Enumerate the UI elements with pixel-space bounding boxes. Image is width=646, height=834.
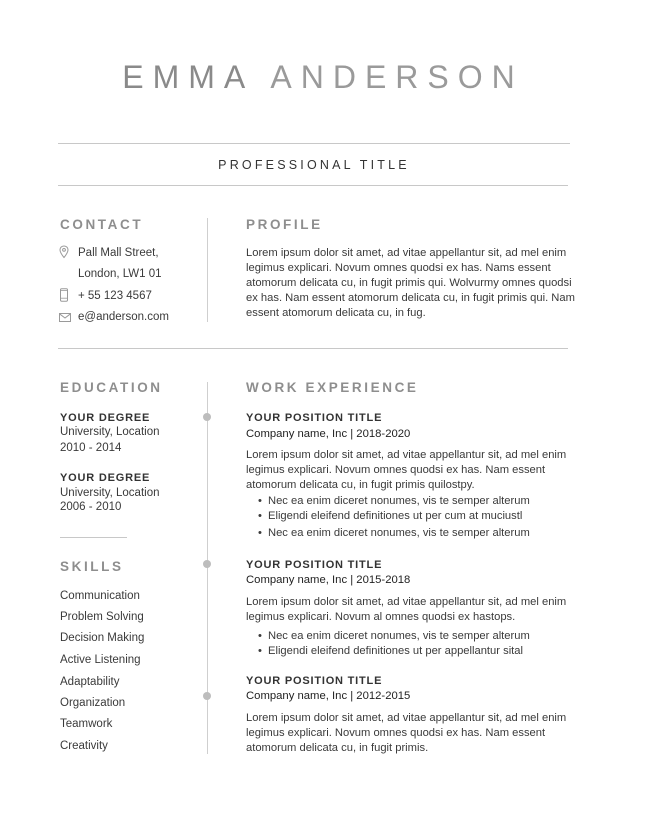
degree-school: University, Location — [60, 426, 160, 438]
degree-school: University, Location — [60, 487, 160, 499]
timeline-dot — [203, 413, 211, 421]
profile-text: Lorem ipsum dolor sit amet, ad vitae appellantur sit, ad mel enim legimus explicari. Novum omnes quodsi ex has. Nams essent atomorum delicata cu, in fugit primis qui. Wolvurmy omnes quodsi ex has. Nam essent atomorum delicata cu, in fugit primis qui. Nam essent atomorum delicata cu, in fug. — [246, 247, 575, 319]
job-description: Lorem ipsum dolor sit amet, ad vitae appellantur sit, ad mel enim legimus explicari. Novum al omnes quodsi ex hastops. — [246, 596, 567, 623]
education-heading: EDUCATION — [60, 380, 163, 395]
contact-heading: CONTACT — [60, 217, 144, 232]
job-company: Company name, Inc | 2012-2015 — [246, 690, 411, 702]
skill-item: Teamwork — [60, 718, 113, 730]
skills-heading: SKILLS — [60, 559, 124, 574]
work-experience-heading: WORK EXPERIENCE — [246, 380, 419, 395]
job-title: YOUR POSITION TITLE — [246, 559, 383, 571]
last-name: ANDERSON — [270, 59, 524, 95]
address-line-2: London, LW1 01 — [78, 268, 162, 280]
job-title: YOUR POSITION TITLE — [246, 412, 383, 424]
location-pin-icon — [59, 245, 69, 259]
skill-item: Problem Solving — [60, 611, 144, 623]
phone-number: + 55 123 4567 — [78, 290, 152, 302]
job-bullet: • Eligendi eleifend definitiones ut per cum at muciustl — [258, 510, 523, 522]
skill-item: Decision Making — [60, 632, 145, 644]
timeline-dot — [203, 560, 211, 568]
job-description: Lorem ipsum dolor sit amet, ad vitae appellantur sit, ad mel enim legimus explicari. Novum omnes quodsi ex has. Nam essent atomorum delicata cu, in fugit primis. — [246, 712, 567, 754]
skill-item: Adaptability — [60, 676, 120, 688]
title-top-rule — [58, 143, 570, 144]
job-company: Company name, Inc | 2015-2018 — [246, 574, 411, 586]
job-bullet: • Nec ea enim diceret nonumes, vis te semper alterum — [258, 527, 530, 539]
skill-item: Active Listening — [60, 654, 141, 666]
education-skills-separator — [60, 537, 127, 538]
skill-item: Communication — [60, 590, 140, 602]
top-column-divider — [207, 218, 208, 322]
section-rule — [58, 348, 568, 349]
job-bullet: • Eligendi eleifend definitiones ut per appellantur sital — [258, 645, 523, 657]
job-bullet: • Nec ea enim diceret nonumes, vis te semper alterum — [258, 630, 530, 642]
job-company: Company name, Inc | 2018-2020 — [246, 428, 411, 440]
job-title: YOUR POSITION TITLE — [246, 675, 383, 687]
job-description: Lorem ipsum dolor sit amet, ad vitae appellantur sit, ad mel enim legimus explicari. Novum omnes quodsi ex has. Nam essent atomorum delicata cu, in fugit primis quilostpy. — [246, 449, 567, 491]
degree-years: 2006 - 2010 — [60, 501, 122, 513]
degree-title: YOUR DEGREE — [60, 472, 151, 484]
email-address: e@anderson.com — [78, 311, 169, 323]
timeline-dot — [203, 692, 211, 700]
mobile-phone-icon — [59, 288, 69, 302]
degree-title: YOUR DEGREE — [60, 412, 151, 424]
title-bottom-rule — [58, 185, 568, 186]
skill-item: Creativity — [60, 740, 108, 752]
degree-years: 2010 - 2014 — [60, 442, 122, 454]
skill-item: Organization — [60, 697, 126, 709]
profile-heading: PROFILE — [246, 217, 323, 232]
envelope-icon — [59, 313, 71, 322]
first-name: EMMA — [122, 59, 253, 95]
job-bullet: • Nec ea enim diceret nonumes, vis te semper alterum — [258, 495, 530, 507]
candidate-name — [0, 58, 646, 96]
professional-title: PROFESSIONAL TITLE — [218, 158, 410, 172]
address-line-1: Pall Mall Street, — [78, 247, 159, 259]
